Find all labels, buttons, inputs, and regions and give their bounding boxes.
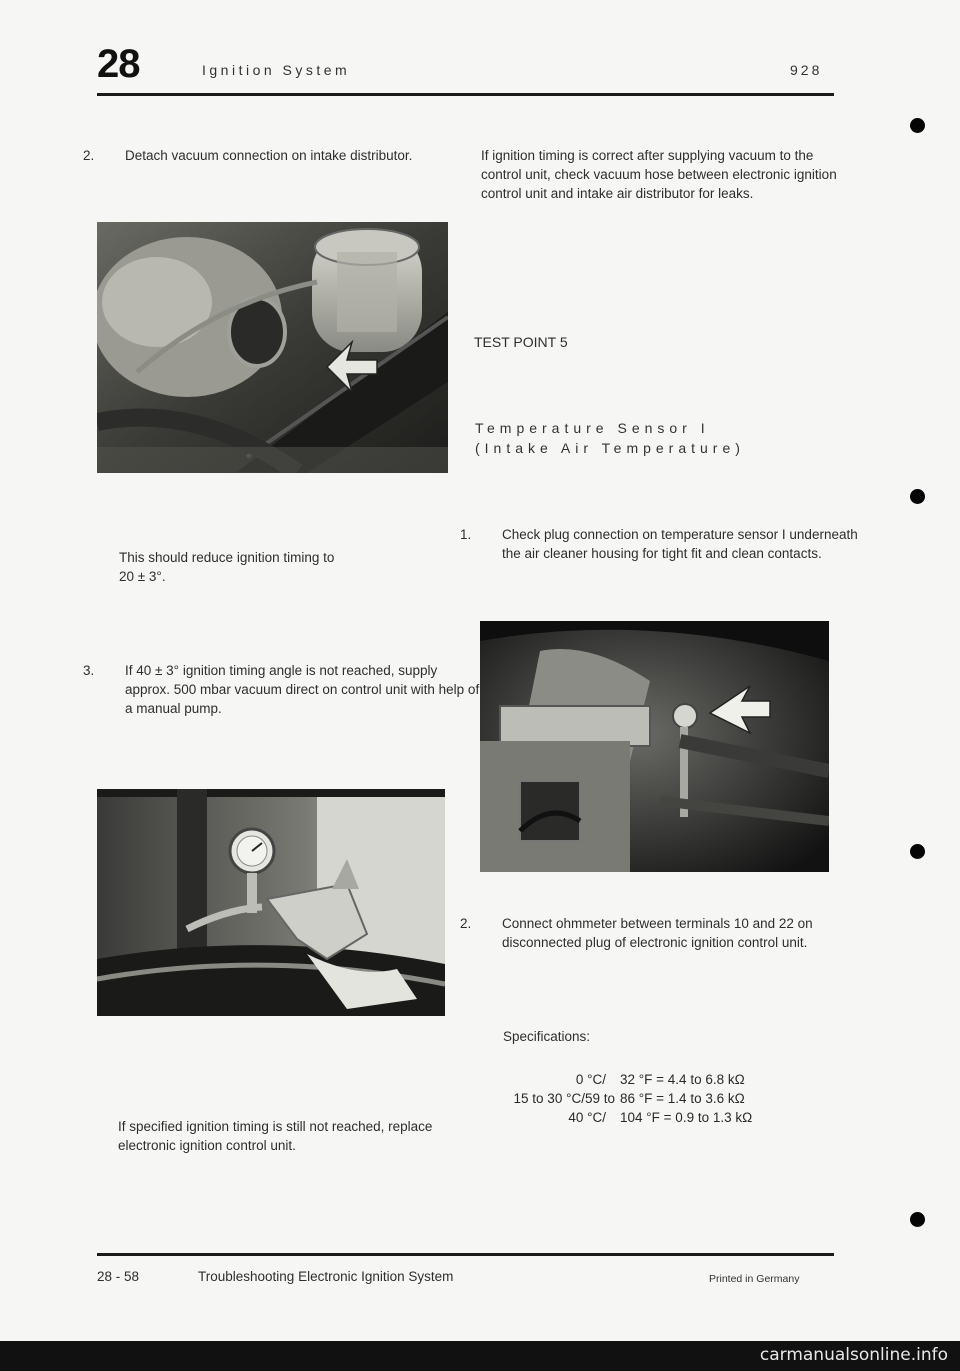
step-number: 1. [460, 527, 472, 542]
binder-hole [910, 1212, 925, 1227]
step-text: Detach vacuum connection on intake distributor. [125, 148, 413, 163]
left-step-3 [83, 661, 480, 718]
photo-vacuum-pump [97, 789, 445, 1016]
spec-row [478, 1108, 838, 1127]
right-intro: If ignition timing is correct after supplying vacuum to the control unit, check vacuum hose between electronic ignition control unit and intake air distributor for leaks. [481, 148, 837, 201]
step-number: 3. [83, 663, 95, 678]
spec-celsius: 15 to 30 °C/59 to [513, 1091, 615, 1106]
left-note-2: If specified ignition timing is still not reached, replace electronic ignition control unit. [118, 1119, 433, 1153]
model-number: 928 [790, 62, 823, 78]
footer-title: Troubleshooting Electronic Ignition System [198, 1269, 454, 1284]
right-step-2 [460, 914, 862, 952]
spec-table [478, 1070, 838, 1127]
left-step-2 [83, 146, 425, 165]
right-step-1 [460, 525, 862, 563]
spec-celsius: 0 °C/ [575, 1072, 606, 1087]
spec-label: Specifications: [503, 1029, 591, 1044]
step-number: 2. [83, 148, 95, 163]
spec-fahrenheit-range: 104 °F = 0.9 to 1.3 kΩ [620, 1110, 753, 1125]
photo-temperature-sensor [480, 621, 829, 872]
watermark-bar [0, 1341, 960, 1371]
section-title: Ignition System [202, 62, 351, 78]
step-text: If 40 ± 3° ignition timing angle is not reached, supply approx. 500 mbar vacuum direct on control unit with help of a manual pump. [125, 663, 480, 716]
sensor-title: Temperature Sensor I [475, 420, 710, 436]
binder-hole [910, 118, 925, 133]
spec-fahrenheit-range: 86 °F = 1.4 to 3.6 kΩ [620, 1091, 745, 1106]
photo-intake-distributor [97, 222, 448, 473]
page-number: 28 - 58 [97, 1269, 140, 1284]
step-text: Connect ohmmeter between terminals 10 and 22 on disconnected plug of electronic ignition control unit. [502, 916, 813, 950]
step-number: 2. [460, 916, 472, 931]
spec-celsius: 40 °C/ [568, 1110, 606, 1125]
printed-in: Printed in Germany [709, 1273, 800, 1285]
note-line: 20 ± 3°. [119, 569, 166, 584]
step-text: Check plug connection on temperature sensor I underneath the air cleaner housing for tight fit and clean contacts. [502, 527, 858, 561]
section-number: 28 [97, 42, 140, 86]
spec-fahrenheit-range: 32 °F = 4.4 to 6.8 kΩ [620, 1072, 745, 1087]
spec-row [478, 1070, 838, 1089]
binder-hole [910, 844, 925, 859]
note-line: This should reduce ignition timing to [119, 550, 335, 565]
test-point-heading: TEST POINT 5 [474, 334, 568, 350]
watermark-text[interactable]: carmanualsonline.info [759, 1345, 948, 1365]
spec-row [478, 1089, 838, 1108]
binder-hole [910, 489, 925, 504]
header-rule [97, 93, 834, 96]
left-note-1 [119, 548, 419, 586]
footer-rule [97, 1253, 834, 1256]
sensor-subtitle: (Intake Air Temperature) [475, 440, 745, 456]
